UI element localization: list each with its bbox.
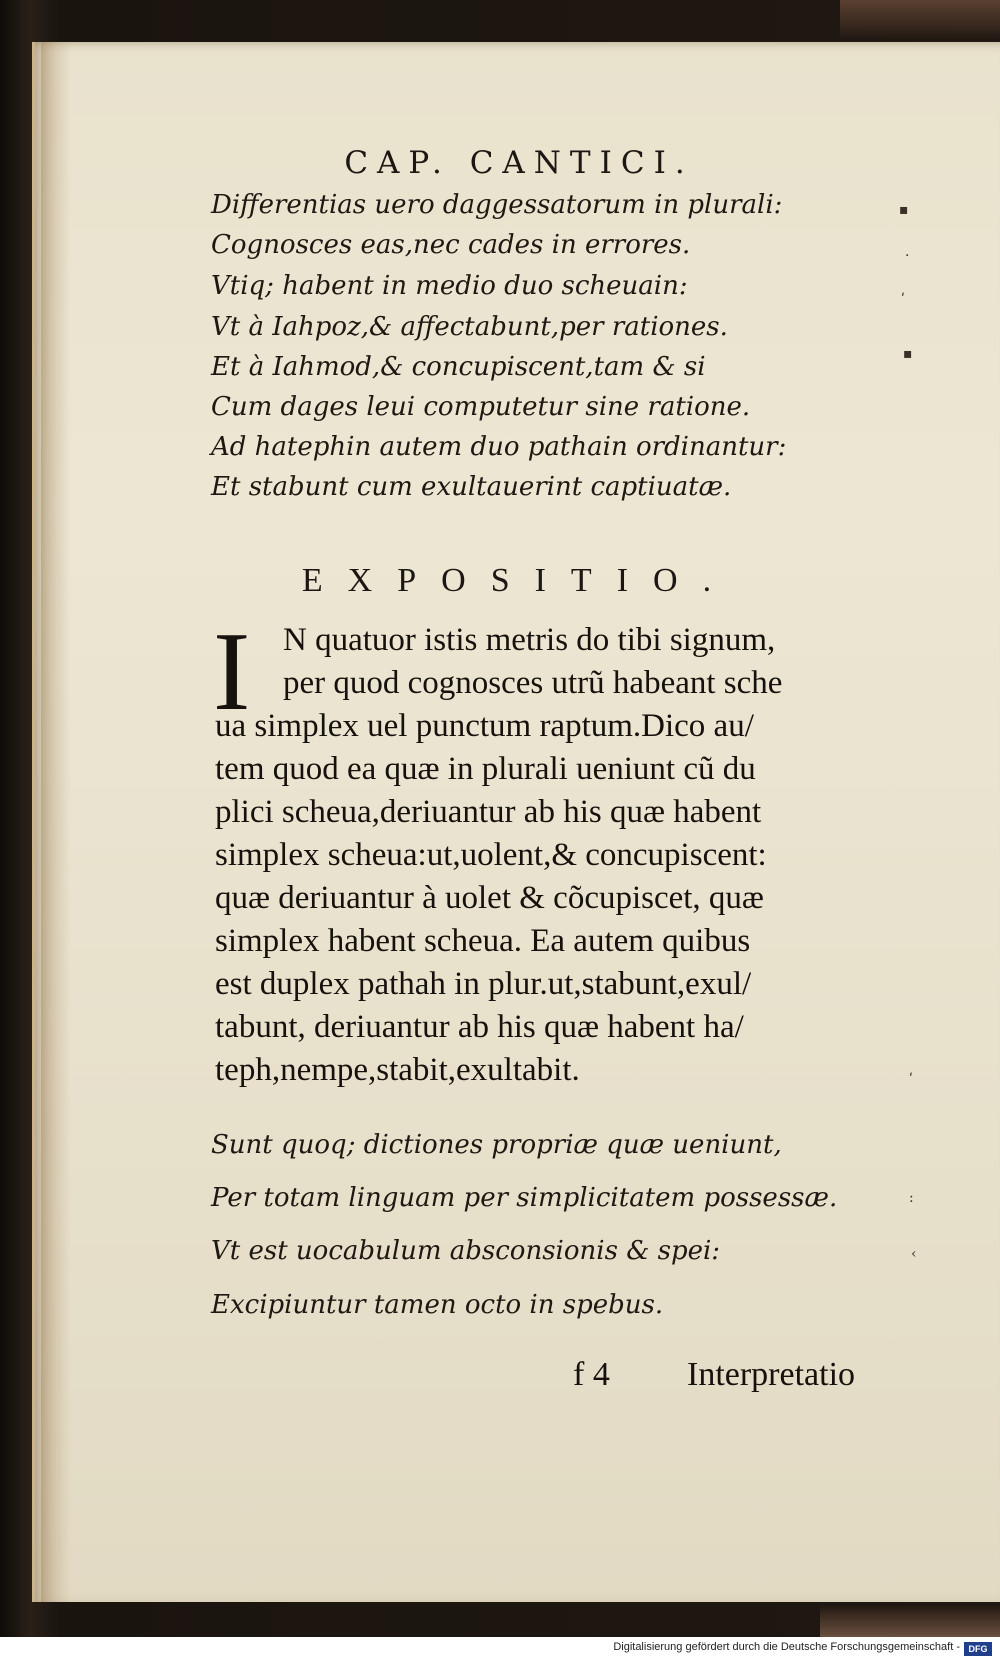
verse-line: Et stabunt cum exultauerint captiuatæ. [211,472,732,502]
verse-line: Ad hatephin autem duo pathain ordinantur: [211,432,787,462]
verse-line: Sunt quoq; dictiones propriæ quæ ueniunt, [211,1130,782,1160]
dfg-logo: DFG [964,1642,992,1656]
verse-line: Vtiq; habent in medio duo scheuain: [211,271,688,301]
page-edge-top [840,0,1000,40]
prose-line: teph,nempe,stabit,exultabit. [215,1052,580,1088]
footer-strip [0,1637,1000,1662]
prose-line: ua simplex uel punctum raptum.Dico au/ [215,708,754,744]
prose-line: est duplex pathah in plur.ut,stabunt,exul/ [215,966,752,1002]
verse-line: Excipiuntur tamen octo in spebus. [211,1290,664,1320]
margin-speck: ʹ [901,292,905,308]
margin-speck: ▪ [903,346,913,362]
margin-speck: ▪ [899,202,909,218]
page-edge-bottom [820,1605,1000,1637]
prose-line: tem quod ea quæ in plurali ueniunt cũ du [215,751,756,787]
verse-line: Cognosces eas,nec cades in errores. [211,230,691,260]
dfg-credit: Digitalisierung gefördert durch die Deutsche Forschungsgemeinschaft - [613,1641,960,1653]
prose-line: simplex habent scheua. Ea autem quibus [215,923,751,959]
prose-line: N quatuor istis metris do tibi signum, [283,622,776,658]
verse-line: Vt est uocabulum absconsionis & spei: [211,1236,721,1266]
prose-line: simplex scheua:ut,uolent,& concupiscent: [215,837,767,873]
book-page [32,42,1000,1602]
prose-line: plici scheua,deriuantur ab his quæ habent [215,794,762,830]
verse-line: Differentias uero daggessatorum in plurali: [211,190,783,220]
margin-speck: ʹ [909,1072,913,1088]
verse-line: Et à Iahmod,& concupiscent,tam & si [211,352,706,382]
margin-speck: · [905,248,910,264]
verse-line: Per totam linguam per simplicitatem possessæ. [211,1183,838,1213]
verse-line: Cum dages leui computetur sine ratione. [211,392,751,422]
running-head: CAP. CANTICI. [344,145,694,181]
catchword: Interpretatio [687,1356,856,1393]
prose-line: per quod cognosces utrũ habeant sche [283,665,783,701]
signature-mark: f 4 [573,1356,610,1393]
verse-line: Vt à Iahpoz,& affectabunt,per rationes. [211,312,728,342]
margin-speck: : [909,1190,914,1206]
prose-line: quæ deriuantur à uolet & cõcupiscet, quæ [215,880,764,916]
prose-line: tabunt, deriuantur ab his quæ habent ha/ [215,1009,744,1045]
margin-speck: ‹ [911,1246,917,1262]
drop-cap: I [213,610,251,734]
section-title: EXPOSITIO. [301,562,737,599]
